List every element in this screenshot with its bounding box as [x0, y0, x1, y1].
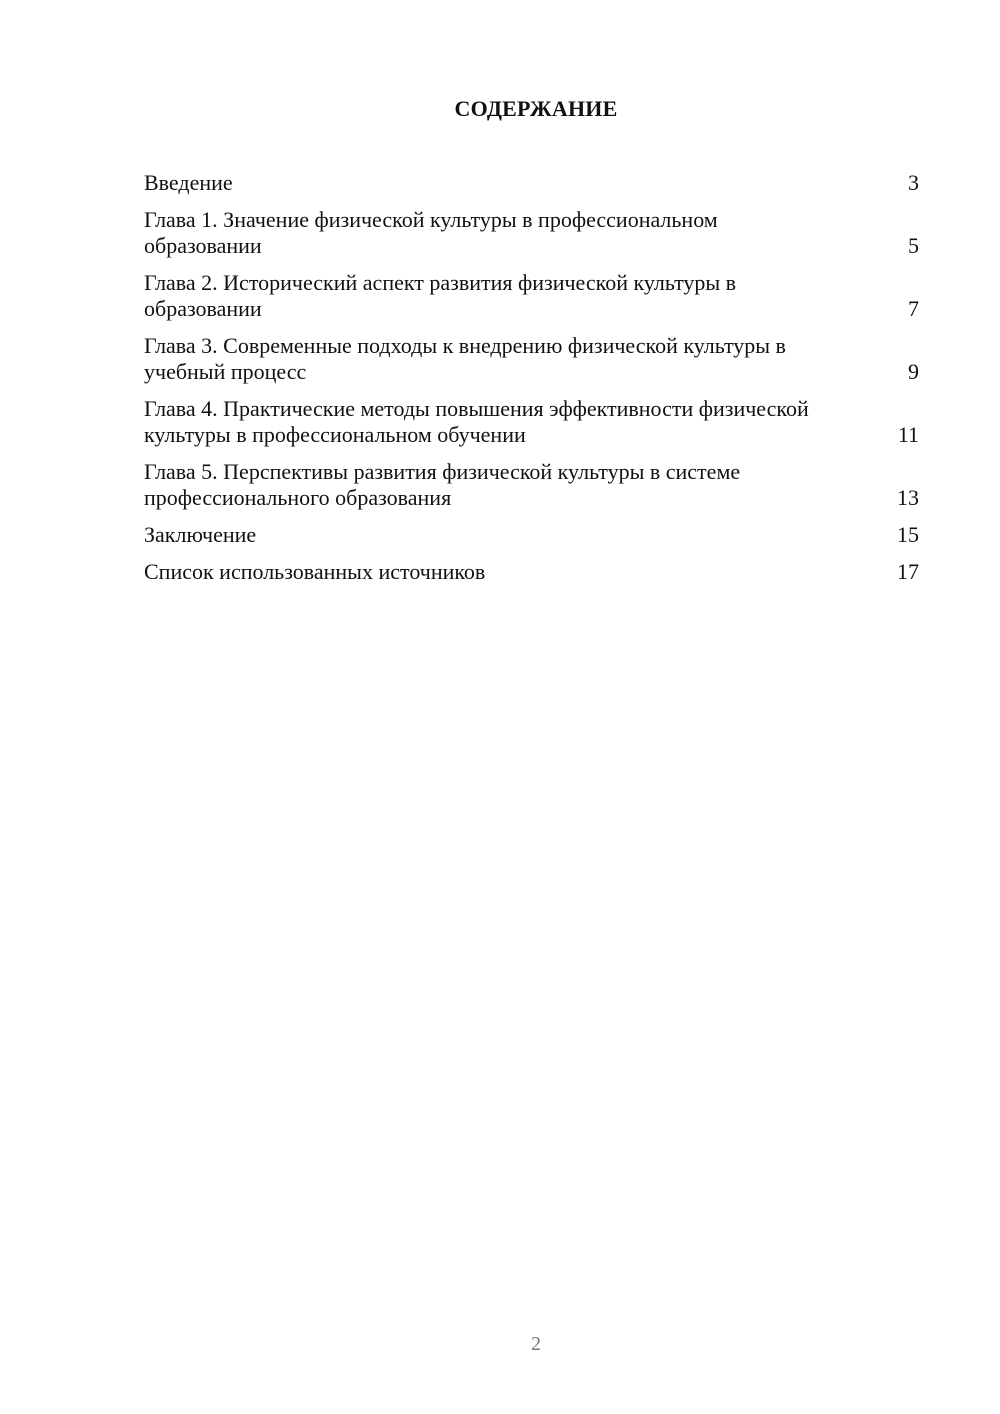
- toc-entry-introduction[interactable]: [144, 170, 919, 196]
- toc-entry-text: Глава 4. Практические методы повышения эффективности физической культуры в профессиональном обучении: [144, 396, 809, 447]
- toc-entry-page: 15: [897, 522, 919, 547]
- toc-entry-page: 3: [908, 170, 919, 195]
- toc-entry-text: Введение: [144, 170, 233, 195]
- toc-entry-text: Глава 5. Перспективы развития физической культуры в системе профессионального образования: [144, 459, 741, 510]
- toc-entry-chapter-3[interactable]: [144, 333, 919, 385]
- toc-entry-text: Глава 3. Современные подходы к внедрению физической культуры в учебный процесс: [144, 333, 786, 384]
- toc-entry-text: Заключение: [144, 522, 257, 547]
- toc-entry-conclusion[interactable]: [144, 522, 919, 548]
- table-of-contents: [144, 170, 919, 596]
- toc-entry-page: 5: [908, 233, 919, 258]
- toc-entry-page: 13: [897, 485, 919, 510]
- toc-entry-text: Список использованных источников: [144, 559, 486, 584]
- page-number: 2: [531, 1333, 541, 1355]
- toc-entry-page: 17: [897, 559, 919, 584]
- toc-entry-page: 7: [908, 296, 919, 321]
- toc-entry-chapter-4[interactable]: [144, 396, 919, 448]
- toc-entry-text: Глава 1. Значение физической культуры в профессиональном образовании: [144, 207, 718, 258]
- toc-entry-chapter-5[interactable]: [144, 459, 919, 511]
- toc-entry-references[interactable]: [144, 559, 919, 585]
- toc-entry-text: Глава 2. Исторический аспект развития физической культуры в образовании: [144, 270, 737, 321]
- toc-entry-page: 9: [908, 359, 919, 384]
- toc-entry-chapter-1[interactable]: [144, 207, 919, 259]
- toc-entry-page: 11: [897, 422, 919, 447]
- toc-entry-chapter-2[interactable]: [144, 270, 919, 322]
- toc-title: СОДЕРЖАНИЕ: [454, 96, 618, 121]
